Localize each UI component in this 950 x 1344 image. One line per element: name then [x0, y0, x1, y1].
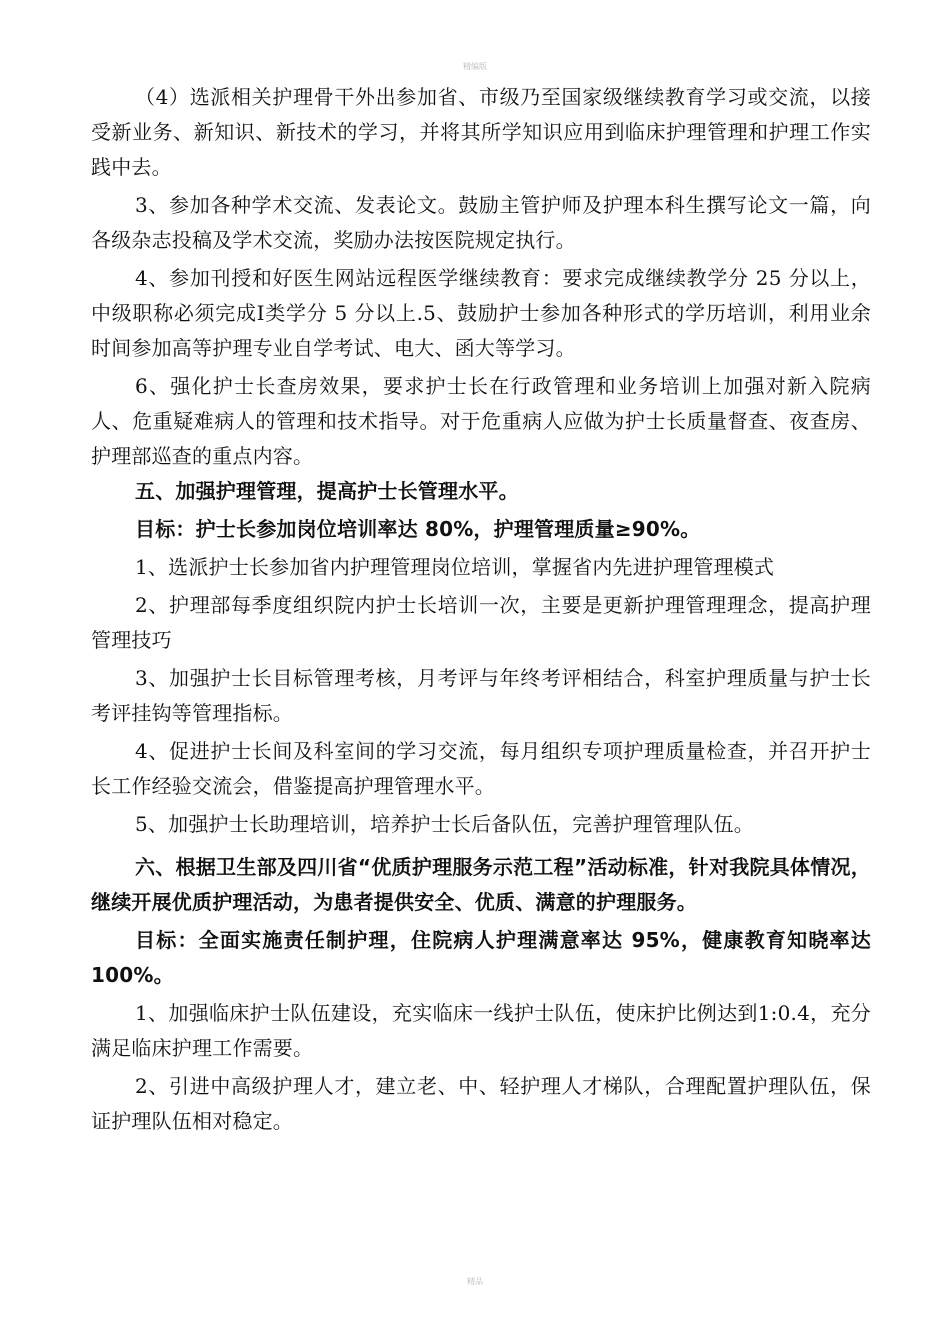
section-6-goal: 目标：全面实施责任制护理，住院病人护理满意率达 95%，健康教育知晓率达 100%。: [91, 928, 871, 987]
paragraph-6-ward-rounds: 6、强化护士长查房效果，要求护士长在行政管理和业务培训上加强对新入院病人、危重疑难病人的管理和技术指导。对于危重病人应做为护士长质量督查、夜查房、护理部巡查的重点内容。: [91, 374, 871, 468]
section-6-item-1: 1、加强临床护士队伍建设，充实临床一线护士队伍，使床护比例达到1:0.4，充分满足临床护理工作需要。: [91, 1001, 871, 1060]
section-5-item-4: 4、促进护士长间及科室间的学习交流，每月组织专项护理质量检查，并召开护士长工作经验交流会，借鉴提高护理管理水平。: [91, 739, 871, 798]
section-5-item-5: 5、加强护士长助理培训，培养护士长后备队伍，完善护理管理队伍。: [135, 812, 754, 836]
section-5-goal: 目标：护士长参加岗位培训率达 80%，护理管理质量≥90%。: [135, 517, 701, 541]
footer-watermark: 精品: [467, 1277, 483, 1286]
header-watermark: 精编版: [463, 62, 487, 71]
section-5-item-2: 2、护理部每季度组织院内护士长培训一次，主要是更新护理管理理念，提高护理管理技巧: [91, 593, 871, 652]
section-5-item-1: 1、选派护士长参加省内护理管理岗位培训，掌握省内先进护理管理模式: [135, 555, 775, 579]
document-body: [91, 80, 871, 1139]
section-5-item-3: 3、加强护士长目标管理考核，月考评与年终考评相结合，科室护理质量与护士长考评挂钩等管理指标。: [91, 666, 871, 725]
section-heading-6: 六、根据卫生部及四川省“优质护理服务示范工程”活动标准，针对我院具体情况，继续开展优质护理活动，为患者提供安全、优质、满意的护理服务。: [91, 855, 871, 914]
section-6-item-2: 2、引进中高级护理人才，建立老、中、轻护理人才梯队，合理配置护理队伍，保证护理队伍相对稳定。: [91, 1074, 871, 1133]
section-heading-5: 五、加强护理管理，提高护士长管理水平。: [135, 479, 519, 503]
paragraph-3-academic: 3、参加各种学术交流、发表论文。鼓励主管护师及护理本科生撰写论文一篇，向各级杂志投稿及学术交流，奖励办法按医院规定执行。: [91, 193, 871, 252]
paragraph-4-remote-education: 4、参加刊授和好医生网站远程医学继续教育：要求完成继续教学分 25 分以上，中级职称必须完成Ⅰ类学分 5 分以上.5、鼓励护士参加各种形式的学历培训，利用业余时间参加高等护理专业自学考试、电大、函大等学习。: [91, 266, 871, 360]
paragraph-4-training: （4）选派相关护理骨干外出参加省、市级乃至国家级继续教育学习或交流，以接受新业务、新知识、新技术的学习，并将其所学知识应用到临床护理管理和护理工作实践中去。: [91, 85, 871, 179]
